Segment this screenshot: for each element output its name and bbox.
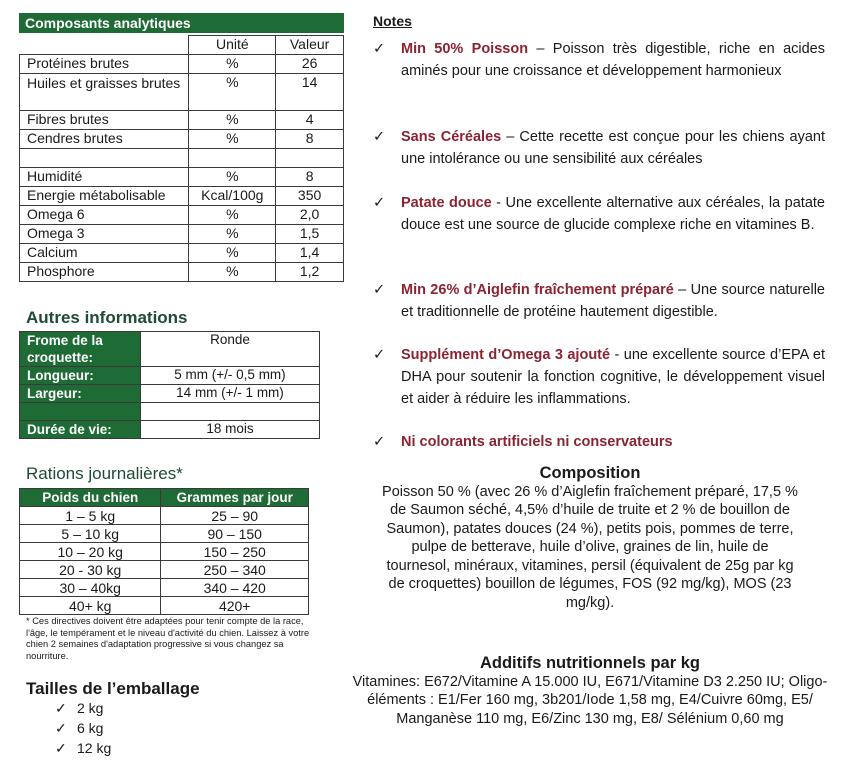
row-weight: 20 - 30 kg — [20, 561, 161, 579]
unit-column-header: Unité — [189, 36, 276, 55]
note-highlight: Supplément d’Omega 3 ajouté — [401, 347, 611, 363]
row-value: 2,0 — [276, 206, 344, 225]
table-row — [20, 263, 344, 282]
row-weight: 10 – 20 kg — [20, 543, 161, 561]
check-icon: ✓ — [373, 129, 386, 145]
note-item — [373, 38, 825, 82]
row-label: Largeur: — [20, 385, 141, 403]
row-unit: % — [189, 168, 276, 187]
table-row — [20, 597, 309, 615]
note-highlight: Min 26% d’Aiglefin fraîchement préparé — [401, 282, 674, 298]
table-row — [20, 421, 320, 439]
row-value: 5 mm (+/- 0,5 mm) — [141, 367, 320, 385]
other-info-title: Autres informations — [26, 308, 188, 327]
notes-title: Notes — [373, 13, 412, 29]
weight-column-header: Poids du chien — [20, 489, 161, 507]
row-unit: % — [189, 225, 276, 244]
table-row — [20, 332, 320, 367]
check-icon: ✓ — [373, 282, 386, 298]
check-icon: ✓ — [55, 700, 67, 716]
table-row — [20, 149, 344, 168]
row-value: 8 — [276, 168, 344, 187]
table-row — [20, 385, 320, 403]
note-item — [373, 192, 825, 236]
row-grams: 420+ — [161, 597, 309, 615]
list-item — [55, 740, 111, 757]
analytic-table — [19, 35, 344, 282]
row-unit: % — [189, 130, 276, 149]
row-value: 1,4 — [276, 244, 344, 263]
row-label: Protéines brutes — [20, 55, 189, 74]
rations-footnote: * Ces directives doivent être adaptées pour tenir compte de la race, l'âge, le tempérament et le niveau d'activité du chien. Laissez à votre chien 2 semaines d'adaptation progressive si vous changez sa nourriture. — [26, 616, 310, 661]
check-icon: ✓ — [373, 41, 386, 57]
row-unit: % — [189, 206, 276, 225]
packaging-title: Tailles de l’emballage — [26, 679, 200, 698]
table-row — [20, 367, 320, 385]
check-icon: ✓ — [373, 347, 386, 363]
check-icon: ✓ — [55, 720, 67, 736]
analytic-title: Composants analytiques — [19, 13, 344, 33]
row-label: Longueur: — [20, 367, 141, 385]
row-weight: 1 – 5 kg — [20, 507, 161, 525]
package-size: 6 kg — [77, 720, 104, 736]
check-icon: ✓ — [373, 195, 386, 211]
check-icon: ✓ — [373, 434, 386, 450]
table-row — [20, 579, 309, 597]
table-row — [20, 507, 309, 525]
rations-header-row — [20, 489, 309, 507]
list-item — [55, 700, 103, 717]
other-info-table — [19, 331, 320, 439]
table-row — [20, 561, 309, 579]
row-grams: 340 – 420 — [161, 579, 309, 597]
row-value: 18 mois — [141, 421, 320, 439]
table-row — [20, 187, 344, 206]
row-value: 1,5 — [276, 225, 344, 244]
note-highlight: Sans Céréales — [401, 129, 502, 145]
package-size: 12 kg — [77, 740, 112, 756]
table-row — [20, 525, 309, 543]
row-label: Calcium — [20, 244, 189, 263]
note-text: – Cette recette est conçue pour les chiens ayant une intolérance ou une sensibilité aux céréales — [401, 129, 825, 167]
row-label: Frome de la croquette: — [20, 332, 141, 367]
package-size: 2 kg — [77, 700, 104, 716]
note-highlight: Patate douce — [401, 195, 492, 211]
note-highlight: Min 50% Poisson — [401, 41, 529, 57]
row-weight: 5 – 10 kg — [20, 525, 161, 543]
additives-section — [340, 654, 840, 728]
row-unit — [189, 149, 276, 168]
table-row — [20, 111, 344, 130]
table-row — [20, 543, 309, 561]
row-weight: 40+ kg — [20, 597, 161, 615]
row-grams: 25 – 90 — [161, 507, 309, 525]
row-value: 4 — [276, 111, 344, 130]
row-grams: 250 – 340 — [161, 561, 309, 579]
table-row — [20, 225, 344, 244]
row-label: Omega 3 — [20, 225, 189, 244]
row-label: Huiles et graisses brutes — [20, 74, 189, 111]
row-unit: % — [189, 263, 276, 282]
row-label: Energie métabolisable — [20, 187, 189, 206]
row-grams: 150 – 250 — [161, 543, 309, 561]
row-label: Durée de vie: — [20, 421, 141, 439]
row-unit: % — [189, 74, 276, 111]
row-label: Omega 6 — [20, 206, 189, 225]
rations-table — [19, 488, 309, 615]
row-value: 1,2 — [276, 263, 344, 282]
note-item — [373, 431, 825, 453]
row-label — [20, 403, 141, 421]
note-item — [373, 126, 825, 170]
composition-title: Composition — [539, 464, 641, 482]
table-row — [20, 74, 344, 111]
row-grams: 90 – 150 — [161, 525, 309, 543]
row-value: 350 — [276, 187, 344, 206]
row-value: Ronde — [141, 332, 320, 367]
note-item — [373, 279, 825, 323]
row-unit: % — [189, 55, 276, 74]
table-row — [20, 168, 344, 187]
row-unit: % — [189, 111, 276, 130]
row-weight: 30 – 40kg — [20, 579, 161, 597]
composition-text: Poisson 50 % (avec 26 % d’Aiglefin fraîchement préparé, 17,5 % de Saumon séché, 4,5% d’huile de truite et 2 % de bouillon de Saumon), patates douces (24 %), petits pois, pommes de terre, pulpe de betterave, huile d’olive, graines de lin, huile de tournesol, minéraux, vitamines, persil (équivalent de 25g par kg de croquettes) bouillon de légumes, FOS (92 mg/kg), MOS (23 mg/kg). — [382, 483, 798, 611]
composition-section — [340, 464, 840, 612]
note-text: – Poisson très digestible, riche en acides aminés pour une croissance et développement harmonieux — [401, 41, 825, 79]
row-value: 14 — [276, 74, 344, 111]
row-value: 14 mm (+/- 1 mm) — [141, 385, 320, 403]
table-row — [20, 244, 344, 263]
row-label: Humidité — [20, 168, 189, 187]
list-item — [55, 720, 103, 737]
note-text: – Une source naturelle et traditionnelle de protéine hautement digestible. — [401, 282, 825, 320]
table-row — [20, 403, 320, 421]
row-label: Cendres brutes — [20, 130, 189, 149]
rations-title: Rations journalières* — [26, 464, 183, 483]
value-column-header: Valeur — [276, 36, 344, 55]
analytic-header-row — [20, 36, 344, 55]
row-label: Fibres brutes — [20, 111, 189, 130]
check-icon: ✓ — [55, 740, 67, 756]
row-value: 8 — [276, 130, 344, 149]
row-label: Phosphore — [20, 263, 189, 282]
additives-text: Vitamines: E672/Vitamine A 15.000 IU, E671/Vitamine D3 2.250 IU; Oligo-éléments : E1/Fer 160 mg, 3b201/Iode 1,58 mg, E4/Cuivre 60mg, E5/ Manganèse 110 mg, E6/Zinc 130 mg, E8/ Sélénium 0,60 mg — [352, 673, 828, 727]
row-value — [141, 403, 320, 421]
additives-title: Additifs nutritionnels par kg — [479, 654, 700, 672]
row-value: 26 — [276, 55, 344, 74]
table-row — [20, 55, 344, 74]
row-label — [20, 149, 189, 168]
note-highlight: Ni colorants artificiels ni conservateurs — [401, 434, 673, 450]
note-item — [373, 344, 825, 410]
note-text: - une excellente source d’EPA et DHA pour soutenir la fonction cognitive, le développement visuel et aider à réduire les inflammations. — [401, 347, 825, 407]
table-row — [20, 206, 344, 225]
note-text: - Une excellente alternative aux céréales, la patate douce est une source de glucide complexe riche en vitamines B. — [401, 195, 825, 233]
table-row — [20, 130, 344, 149]
row-unit: Kcal/100g — [189, 187, 276, 206]
row-value — [276, 149, 344, 168]
grams-column-header: Grammes par jour — [161, 489, 309, 507]
row-unit: % — [189, 244, 276, 263]
